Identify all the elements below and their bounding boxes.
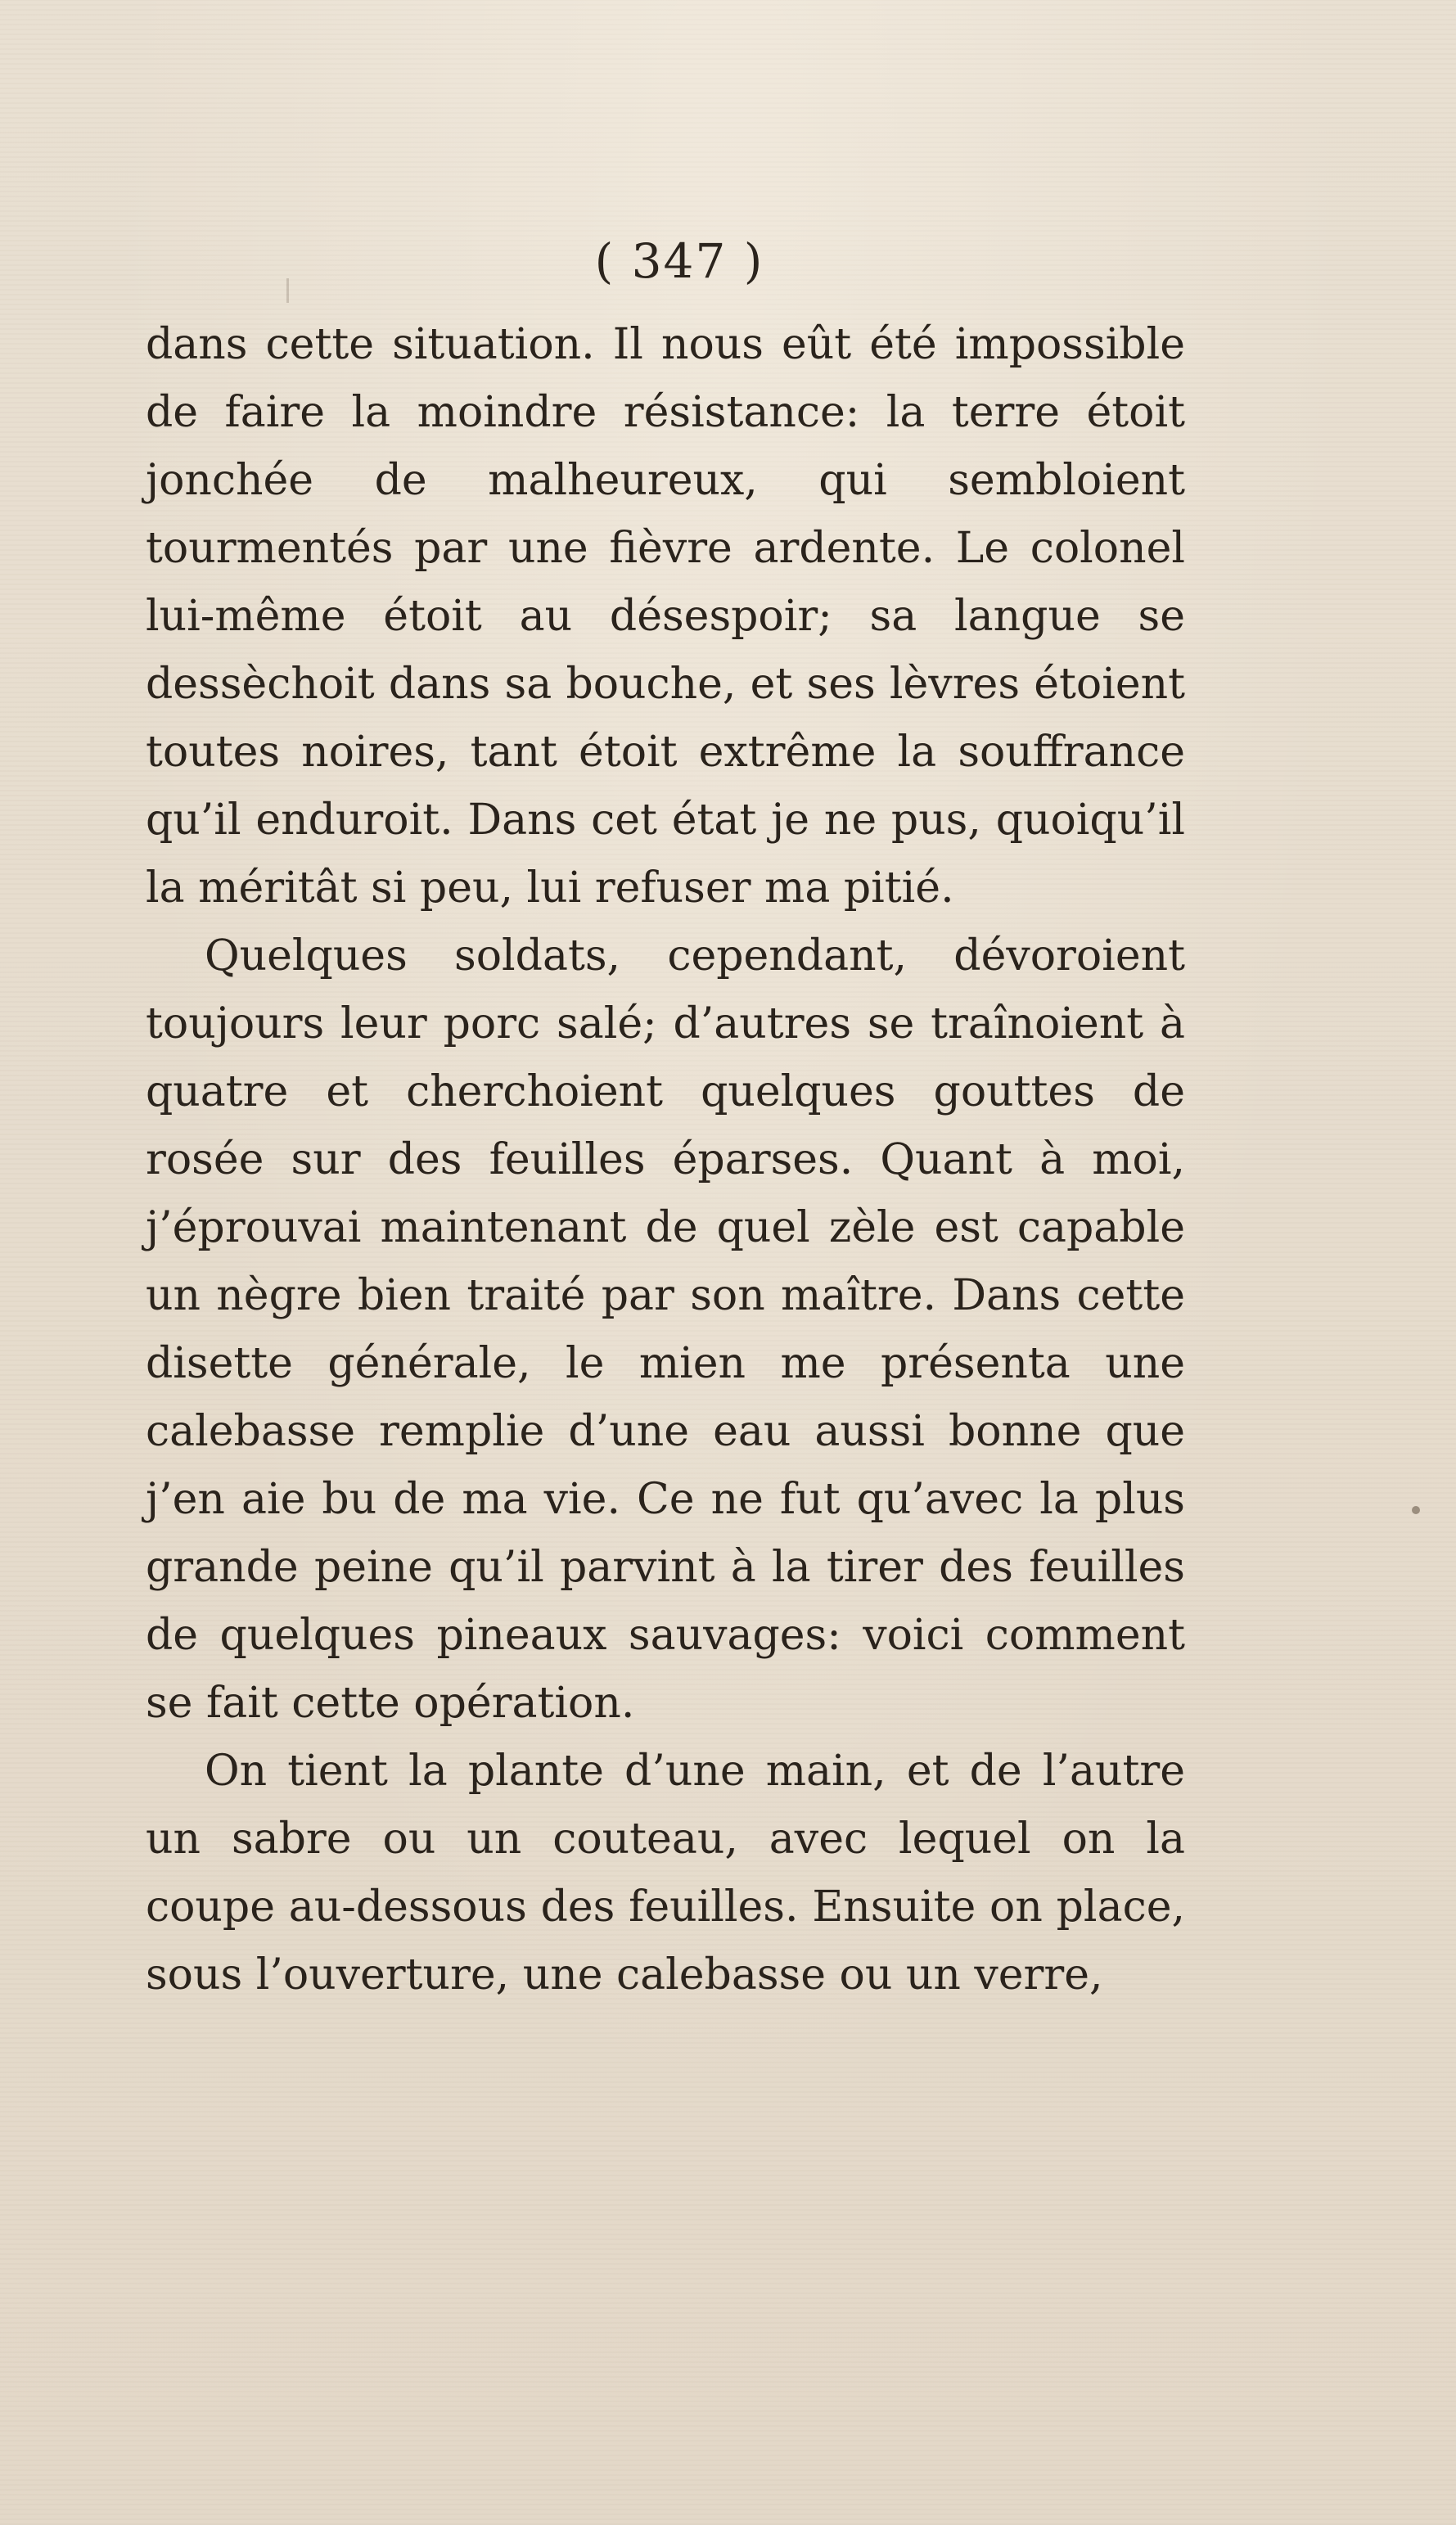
paragraph-2: Quelques soldats, cependant, dévoroient toujours leur porc salé; d’autres se traînoient à quatre et cherchoient quelques gouttes de rosée sur des feuilles éparses. Quant à moi, j’éprouvai maintenant de quel zèle est capable un nègre bien traité par son maître. Dans cette disette générale, le mien me présenta une calebasse remplie d’une eau aussi bonne que j’en aie bu de ma vie. Ce ne fut qu’avec la plus grande peine qu’il parvint à la tirer des feuilles de quelques pineaux sauvages: voici comment se fait cette opération.	[146, 931, 1185, 1728]
ink-speck	[1412, 1506, 1420, 1514]
body-text	[146, 311, 1185, 2009]
paragraph-3: On tient la plante d’une main, et de l’autre un sabre ou un couteau, avec lequel on la coupe au-dessous des feuilles. Ensuite on place, sous l’ouverture, une calebasse ou un verre,	[146, 1747, 1185, 2000]
paper-crease	[286, 278, 289, 303]
paragraph-1: dans cette situation. Il nous eût été impossible de faire la moindre résistance: la terre étoit jonchée de malheureux, qui sembloient tourmentés par une fièvre ardente. Le colonel lui-même étoit au désespoir; sa langue se dessèchoit dans sa bouche, et ses lèvres étoient toutes noires, tant étoit extrême la souffrance qu’il enduroit. Dans cet état je ne pus, quoiqu’il la méritât si peu, lui refuser ma pitié.	[146, 320, 1185, 913]
page-number: ( 347 )	[594, 233, 764, 289]
